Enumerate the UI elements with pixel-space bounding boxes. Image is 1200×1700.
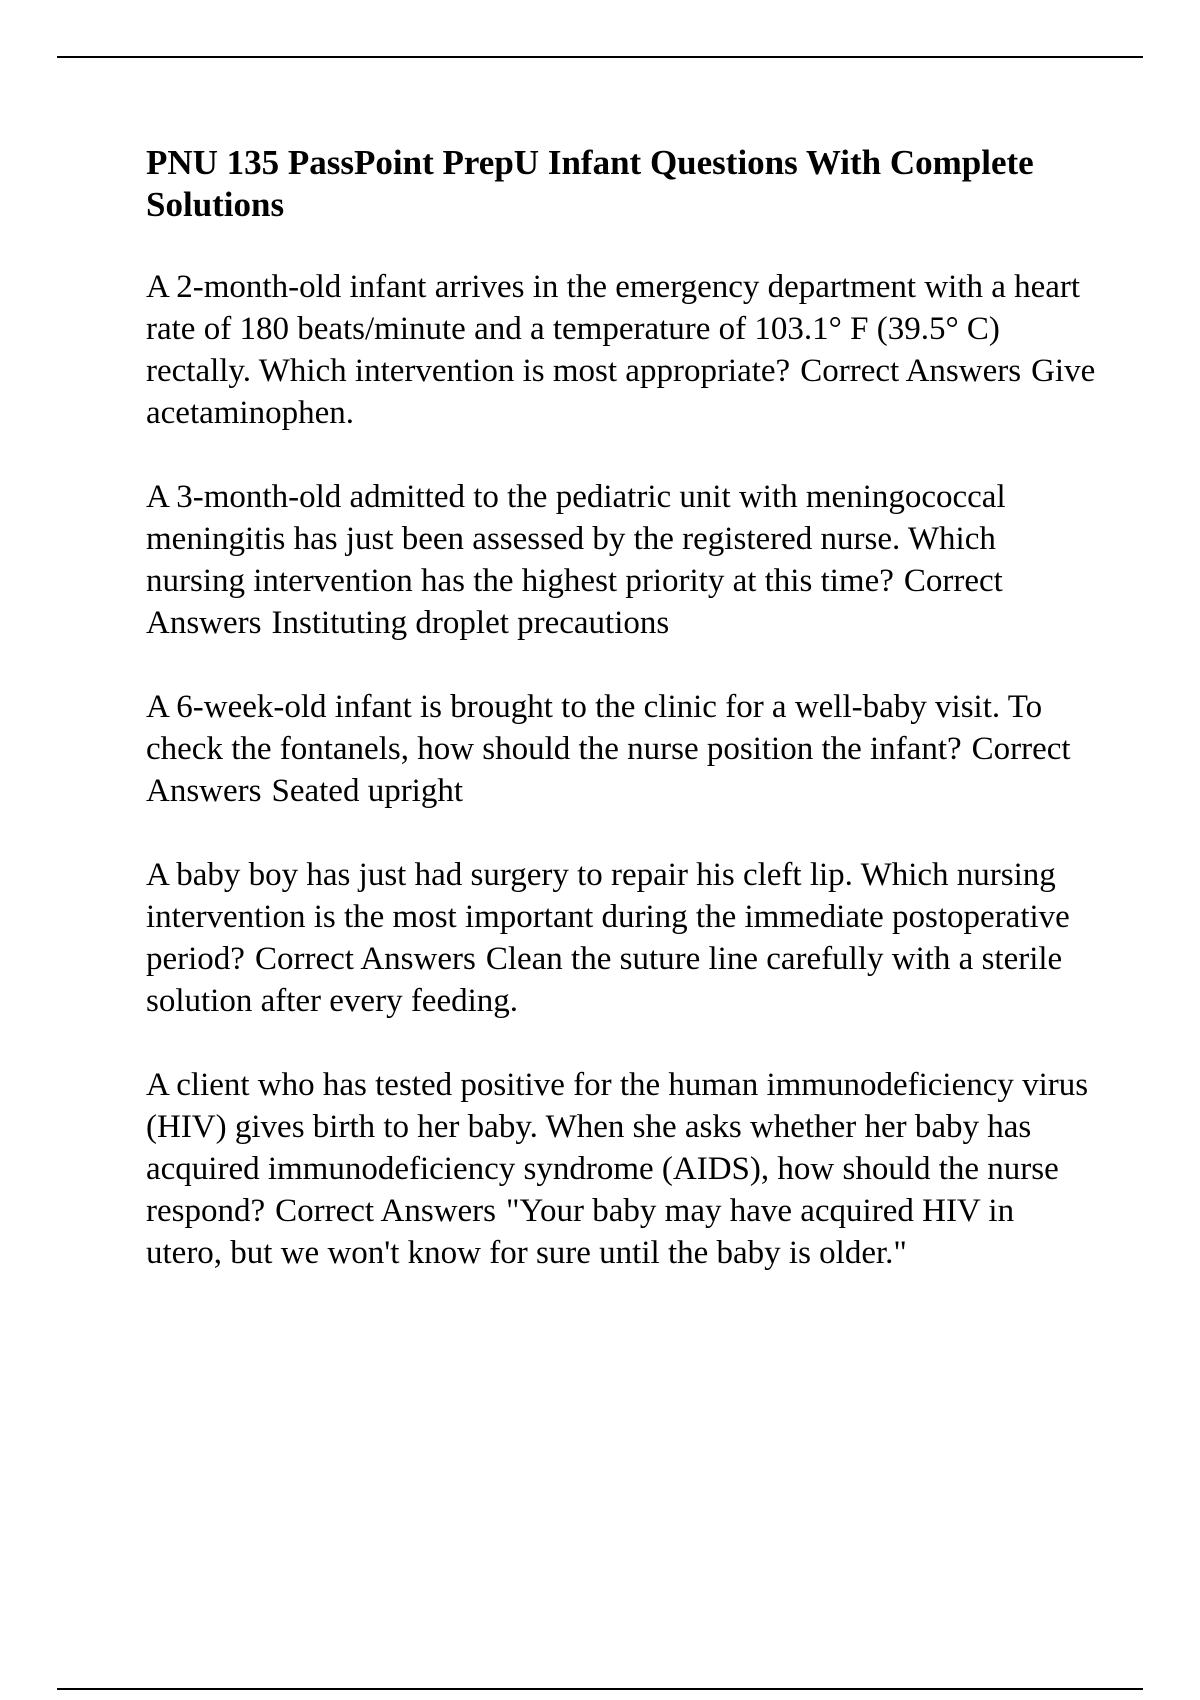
qa-item <box>146 476 1096 644</box>
answer-label: Correct Answers <box>254 941 476 977</box>
question-text: A 3-month-old admitted to the pediatric unit with meningococcal meningitis has just been assessed by the registered nurse. Which nursing intervention has the highest priority at this time? <box>146 479 1006 599</box>
answer-label: Correct Answers <box>800 353 1022 389</box>
qa-item <box>146 854 1096 1022</box>
document-body <box>146 142 1096 1316</box>
question-text: A baby boy has just had surgery to repair his cleft lip. Which nursing intervention is the most important during the immediate postoperative period? <box>146 857 1070 977</box>
answer-text: "Your baby may have acquired HIV in utero, but we won't know for sure until the baby is older." <box>146 1193 1015 1271</box>
top-divider <box>57 56 1143 58</box>
answer-label: Correct Answers <box>275 1193 497 1229</box>
answer-text: Give acetaminophen. <box>146 353 1096 431</box>
question-text: A client who has tested positive for the human immunodeficiency virus (HIV) gives birth to her baby. When she asks whether her baby has acquired immunodeficiency syndrome (AIDS), how should the nurse respond? <box>146 1067 1089 1229</box>
qa-item <box>146 1064 1096 1274</box>
qa-item <box>146 686 1096 812</box>
question-text: A 6-week-old infant is brought to the clinic for a well-baby visit. To check the fontanels, how should the nurse position the infant? <box>146 689 1043 767</box>
bottom-divider <box>57 1688 1143 1690</box>
question-text: A 2-month-old infant arrives in the emergency department with a heart rate of 180 beats/minute and a temperature of 103.1° F (39.5° C) rectally. Which intervention is most appropriate? <box>146 269 1081 389</box>
document-title: PNU 135 PassPoint PrepU Infant Questions With Complete Solutions <box>146 143 1034 224</box>
qa-item <box>146 266 1096 434</box>
answer-text: Clean the suture line carefully with a sterile solution after every feeding. <box>146 941 1063 1019</box>
answer-text: Seated upright <box>271 773 464 809</box>
answer-label: Correct Answers <box>146 731 1071 809</box>
answer-text: Instituting droplet precautions <box>271 605 670 641</box>
answer-label: Correct Answers <box>146 563 1003 641</box>
